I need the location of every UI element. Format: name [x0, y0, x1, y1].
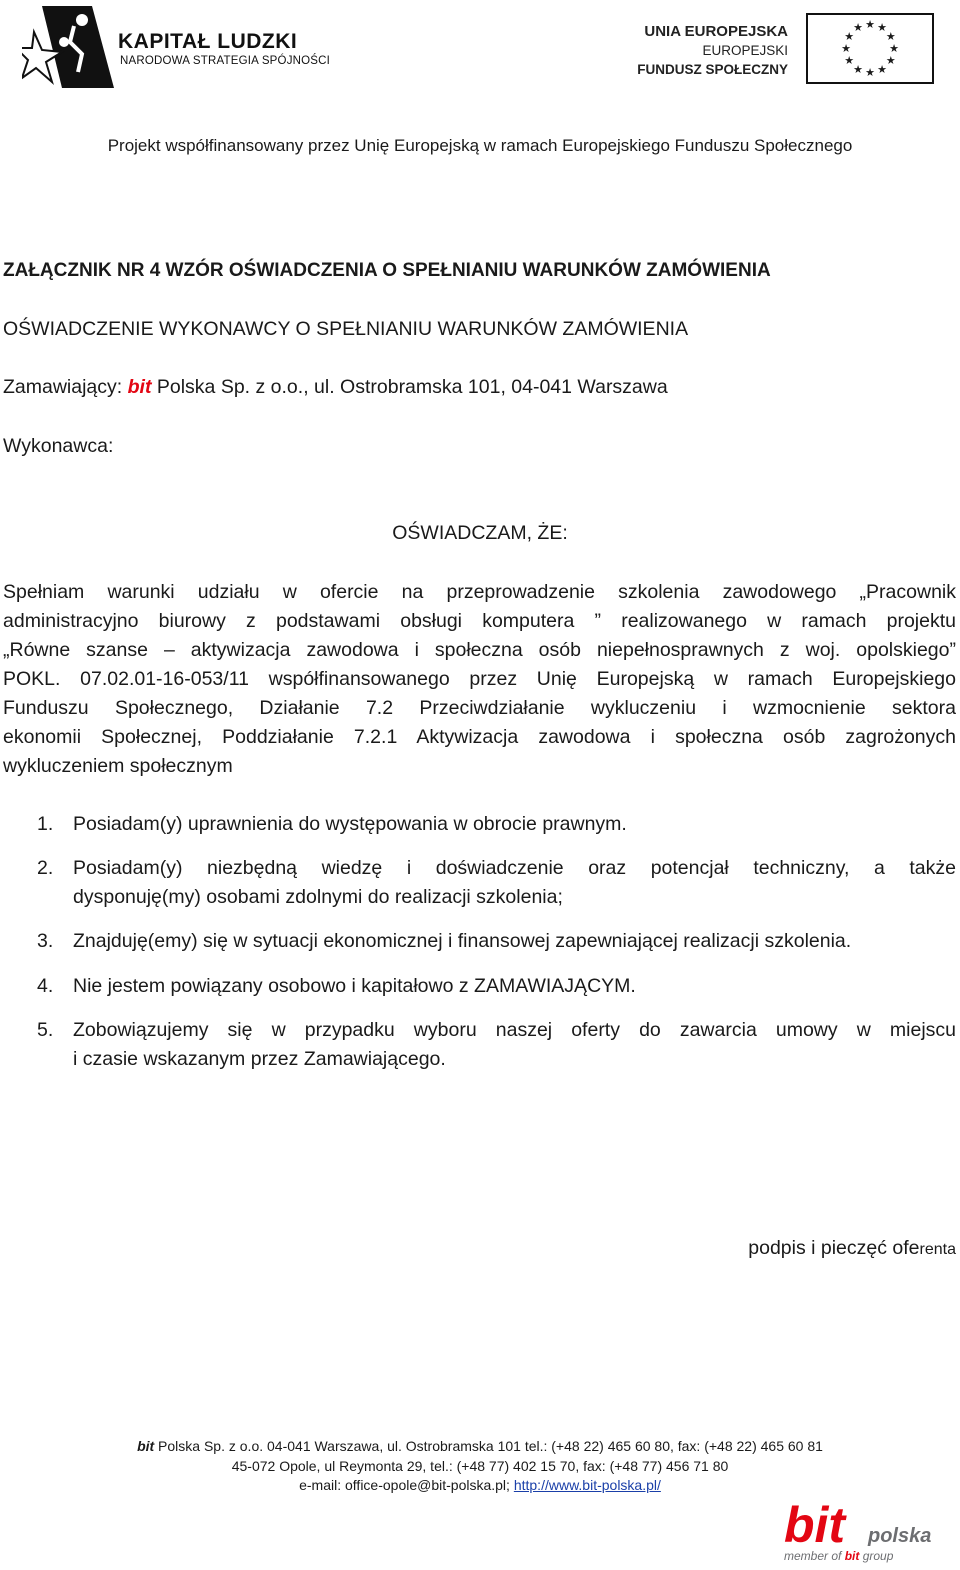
list-item-text: Zobowiązujemy się w przypadku wyboru naszej oferty do zawarcia umowy w miejscu: [73, 1019, 956, 1041]
paragraph-line: ekonomii Społecznej, Poddziałanie 7.2.1 Aktywizacja zawodowa i społeczna osób zagrożonych: [3, 726, 956, 748]
list-item-number: 1.: [37, 813, 54, 835]
eu-stars-icon: [808, 15, 932, 82]
list-item-number: 3.: [37, 930, 54, 952]
eu-star-icon: ★: [841, 43, 851, 55]
paragraph-line: Spełniam warunki udziału w ofercie na przeprowadzenie szkolenia zawodowego „Pracownik: [3, 581, 956, 603]
declaration-heading: OŚWIADCZAM, ŻE:: [392, 522, 568, 544]
list-item-number: 4.: [37, 975, 54, 997]
list-item-text: dysponuję(my) osobami zdolnymi do realizacji szkolenia;: [73, 886, 563, 908]
bit-logo-member-prefix: member of: [784, 1549, 845, 1563]
footer-website-link[interactable]: http://www.bit-polska.pl/: [513, 1477, 661, 1493]
zamawiajacy-label: Zamawiający:: [3, 376, 128, 398]
eu-star-icon: ★: [877, 22, 887, 35]
list-item-text: Nie jestem powiązany osobowo i kapitałowo z ZAMAWIAJĄCYM.: [73, 975, 636, 997]
eu-star-icon: ★: [853, 63, 863, 76]
kapital-ludzki-emblem-icon: [22, 2, 117, 90]
footer: [0, 1437, 960, 1496]
document-title: ZAŁĄCZNIK NR 4 WZÓR OŚWIADCZENIA O SPEŁNIANIU WARUNKÓW ZAMÓWIENIA: [3, 260, 771, 281]
footer-line1-rest: Polska Sp. z o.o. 04-041 Warszawa, ul. Ostrobramska 101 tel.: (+48 22) 465 60 80, fax: (+48 22) 465 60 81: [154, 1438, 823, 1454]
declaration-paragraph: [3, 578, 956, 781]
signature-small: renta: [919, 1241, 956, 1258]
bit-logo-polska: polska: [868, 1525, 932, 1547]
list-item-text: Znajduję(emy) się w sytuacji ekonomicznej i finansowej zapewniającej realizacji szkolenia.: [73, 930, 852, 952]
zamawiajacy-bit: bit: [127, 376, 152, 398]
project-cofinancing-line: Projekt współfinansowany przez Unię Europejską w ramach Europejskiego Funduszu Społecznego: [107, 136, 853, 155]
eu-star-icon: ★: [844, 31, 855, 43]
eu-star-icon: ★: [885, 31, 896, 43]
eu-star-icon: ★: [865, 19, 875, 31]
eu-star-icon: ★: [889, 43, 899, 55]
footer-line3: [0, 1476, 960, 1496]
bit-logo-member: [784, 1549, 894, 1563]
signature-line: [748, 1237, 956, 1260]
eu-flag-icon: [806, 13, 934, 84]
bit-logo-member-suffix: group: [859, 1549, 894, 1563]
list-item-text: Posiadam(y) uprawnienia do występowania w obrocie prawnym.: [73, 813, 627, 835]
eu-line1: UNIA EUROPEJSKA: [644, 23, 788, 40]
wykonawca-label: Wykonawca:: [3, 435, 114, 457]
eu-star-icon: ★: [853, 22, 863, 35]
footer-email: e-mail: office-opole@bit-polska.pl;: [299, 1477, 514, 1493]
document-subtitle: OŚWIADCZENIE WYKONAWCY O SPEŁNIANIU WARUNKÓW ZAMÓWIENIA: [3, 318, 689, 340]
footer-line2: 45-072 Opole, ul Reymonta 29, tel.: (+48 77) 402 15 70, fax: (+48 77) 456 71 80: [231, 1457, 729, 1474]
paragraph-line: POKL. 07.02.01-16-053/11 współfinansowanego przez Unię Europejską w ramach Europejskiego: [3, 668, 956, 690]
zamawiajacy-line: [3, 376, 668, 399]
list-item-number: 5.: [37, 1019, 54, 1041]
bit-polska-logo: [782, 1498, 952, 1564]
eu-star-icon: ★: [877, 63, 887, 76]
paragraph-line: administracyjno biurowy z podstawami obsługi komputera ” realizowanego w ramach projektu: [3, 610, 956, 632]
eu-fund-label: [637, 22, 788, 79]
signature-main: podpis i pieczęć ofe: [748, 1237, 920, 1259]
kapital-ludzki-subtitle: NARODOWA STRATEGIA SPÓJNOŚCI: [120, 55, 331, 67]
list-item-text: Posiadam(y) niezbędną wiedzę i doświadczenie oraz potencjał techniczny, a także: [73, 857, 956, 879]
eu-star-icon: ★: [844, 55, 855, 67]
paragraph-line: „Równe szanse – aktywizacja zawodowa i społeczna osób niepełnosprawnych z woj. opolskiego”: [3, 639, 956, 661]
eu-star-icon: ★: [865, 67, 875, 79]
kapital-ludzki-title: KAPITAŁ LUDZKI: [118, 30, 298, 53]
footer-line1: [0, 1437, 960, 1457]
zamawiajacy-rest: Polska Sp. z o.o., ul. Ostrobramska 101, 04-041 Warszawa: [151, 376, 668, 398]
eu-star-icon: ★: [885, 55, 896, 67]
eu-line3: FUNDUSZ SPOŁECZNY: [637, 62, 788, 77]
list-item-number: 2.: [37, 857, 54, 879]
bit-logo-text: bit: [784, 1498, 846, 1553]
list-item-text: i czasie wskazanym przez Zamawiającego.: [73, 1048, 446, 1070]
bit-logo-member-bit: bit: [844, 1549, 860, 1563]
footer-bit: bit: [137, 1438, 155, 1454]
eu-line2: EUROPEJSKI: [702, 43, 788, 58]
paragraph-line: wykluczeniem społecznym: [3, 755, 233, 777]
paragraph-line: Funduszu Społecznego, Działanie 7.2 Przeciwdziałanie wykluczeniu i wzmocnienie sektora: [3, 697, 956, 719]
